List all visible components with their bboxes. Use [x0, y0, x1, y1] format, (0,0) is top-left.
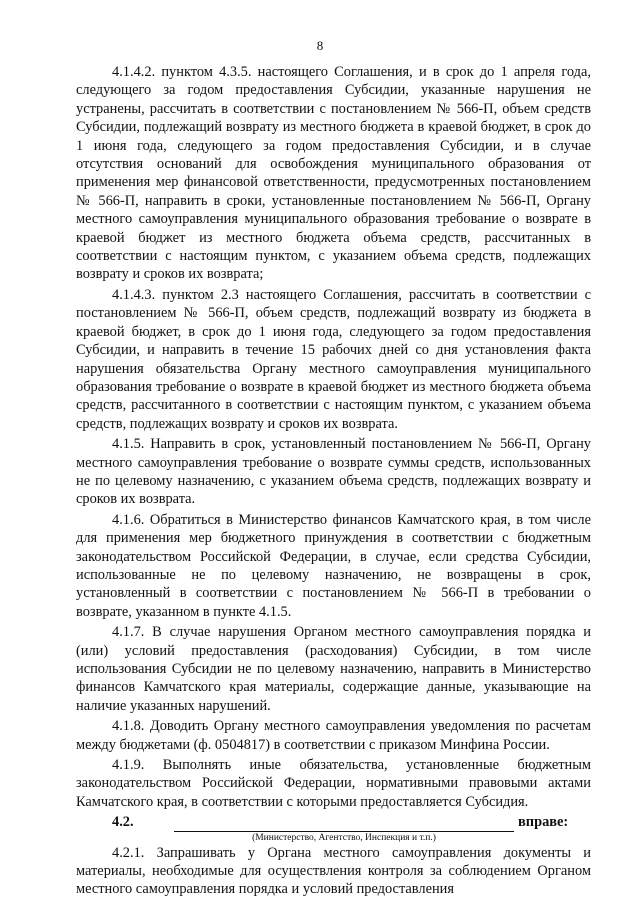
paragraph-4-1-4-2: 4.1.4.2. пунктом 4.3.5. настоящего Соглашения, и в срок до 1 апреля года, следующего за годом предоставления Субсидии, указанные нарушения не устранены, рассчитать в соответствии с постановлением № 566-П, объем средств Субсидии, подлежащий возврату из местного бюджета в краевой бюджет, в срок до 1 июня года, следующего за годом предоставления Субсидии, и в случае отсутствия оснований для освобождения муниципального образования от применения мер финансовой ответственности, предусмотренных постановлением № 566-П, направить в сроки, установленные постановлением № 566-П, Органу местного самоуправления муниципального образования требование о возврате в краевой бюджет из местного бюджета объема средств, рассчитанных в соответствии с настоящим пунктом, с указанием объема средств, подлежащих возврату и сроков их возврата;	[76, 64, 591, 283]
section-4-2-suffix: вправе:	[518, 814, 569, 831]
blank-caption: (Министерство, Агентство, Инспекция и т.п.)	[252, 832, 436, 843]
section-4-2-heading	[76, 813, 591, 831]
paragraph-4-1-7: 4.1.7. В случае нарушения Органом местного самоуправления порядка и (или) условий предоставления (расходования) Субсидии, в том числе использования Субсидии не по целевому назначению, направить в Министерство финансов Камчатского края материалы, содержащие данные, указывающие на наличие указанных нарушений.	[76, 624, 591, 714]
paragraph-4-1-4-3: 4.1.4.3. пунктом 2.3 настоящего Соглашения, рассчитать в соответствии с постановлением № 566-П, объем средств, подлежащий возврату из бюджета в краевой бюджет, в срок до 1 июня года, следующего за годом предоставления Субсидии, и направить в течение 15 рабочих дней со дня установления факта нарушения обязательства Органу местного самоуправления муниципального образования требование о возврате в краевой бюджет из местного бюджета объема средств, рассчитанного в соответствии с настоящим пунктом, с указанием объема средств, подлежащих возврату и сроков их возврата.	[76, 286, 591, 432]
page-number: 8	[316, 38, 324, 53]
paragraph-4-2-1: 4.2.1. Запрашивать у Органа местного самоуправления документы и материалы, необходимые для осуществления контроля за соблюдением Органом местного самоуправления порядка и условий предоставления	[76, 844, 591, 898]
document-body	[76, 63, 591, 899]
paragraph-4-1-5: 4.1.5. Направить в срок, установленный постановлением № 566-П, Органу местного самоуправления требование о возврате суммы средств, использованных не по целевому назначению, с указанием объема средств, подлежащих возврату и сроков их возврата.	[76, 436, 591, 508]
paragraph-4-1-6: 4.1.6. Обратиться в Министерство финансов Камчатского края, в том числе для применения мер бюджетного принуждения в соответствии с бюджетным законодательством Российской Федерации, в случае, если средства Субсидии, использованные не по целевому назначению, не возвращены в срок, установленный в соответствии с постановлением № 566-П в требовании о возврате, указанном в пункте 4.1.5.	[76, 511, 591, 620]
paragraph-4-1-8: 4.1.8. Доводить Органу местного самоуправления уведомления по расчетам между бюджетами (ф. 0504817) в соответствии с приказом Минфина России.	[76, 718, 591, 753]
paragraph-4-1-9: 4.1.9. Выполнять иные обязательства, установленные бюджетным законодательством Российской Федерации, нормативными правовыми актами Камчатского края, в соответствии с которыми предоставляется Субсидия.	[76, 757, 591, 810]
section-4-2-number: 4.2.	[112, 814, 134, 831]
fill-in-blank-line	[174, 817, 514, 832]
